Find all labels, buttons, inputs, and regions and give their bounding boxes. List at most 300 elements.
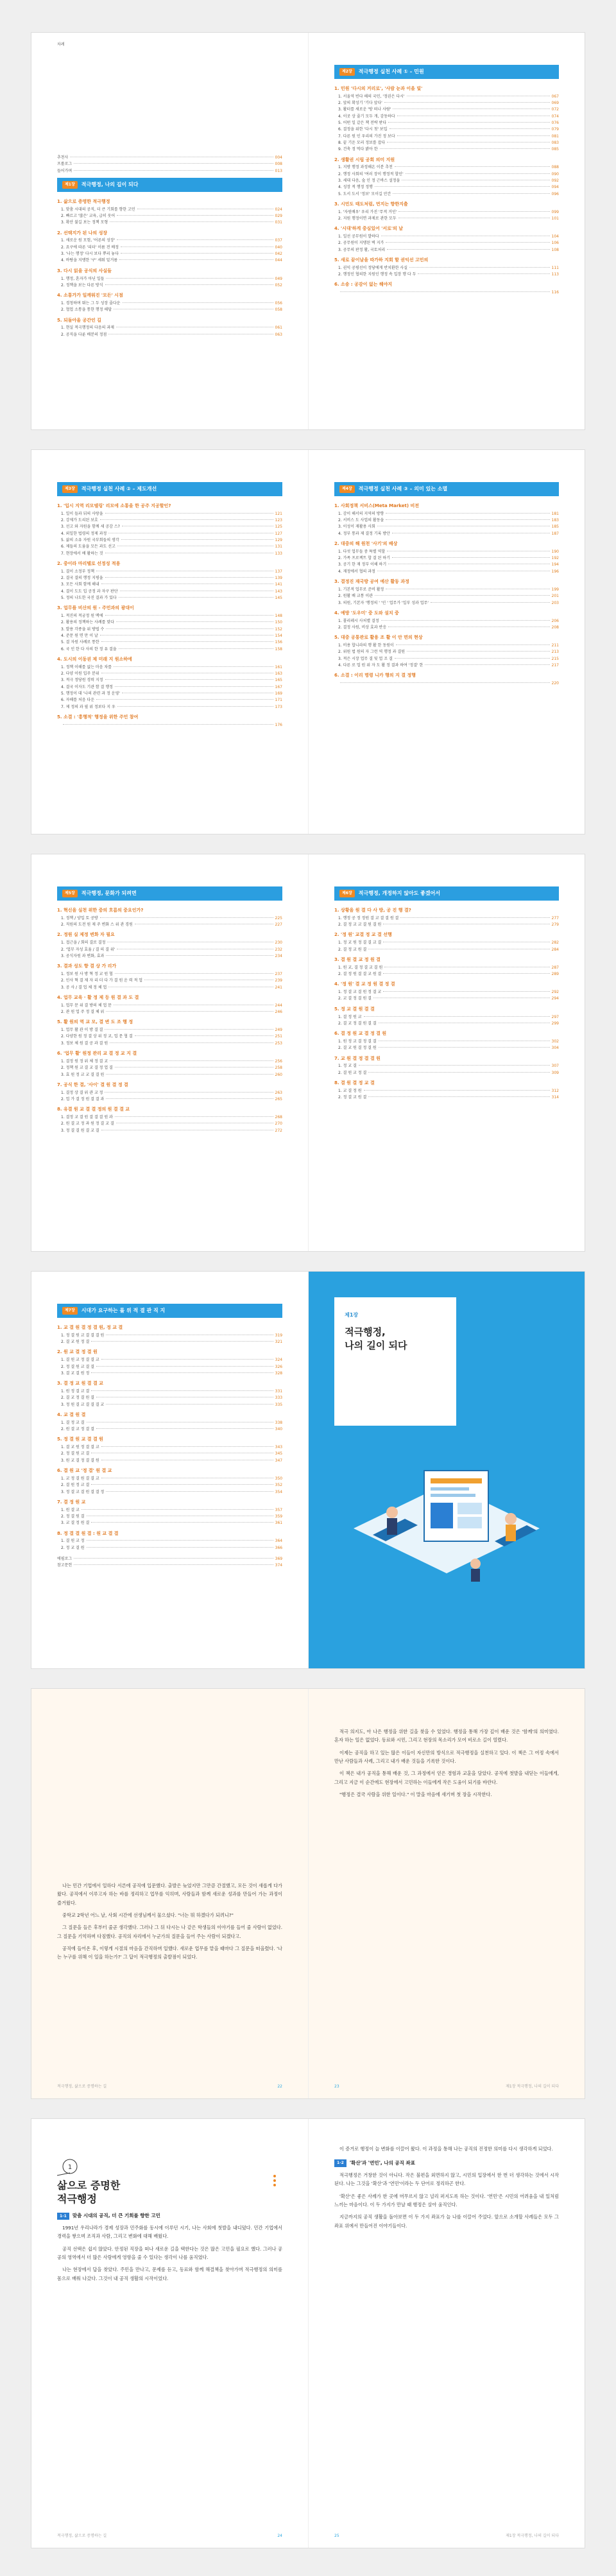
toc-list <box>57 1324 282 1551</box>
paragraph: 중학교 2학년 어느 날, 사회 시간에 선생님께서 물으셨다. "너는 뭐 하겠다가 되려니?" <box>62 1912 234 1918</box>
toc-entry-title: 3. 적은 시장 업무 결 및 업 조 결 <box>338 656 393 661</box>
toc-page-number: 258 <box>275 1066 282 1071</box>
toc-section-title: 7. 결 정 원 교 <box>57 1499 86 1505</box>
toc-entry <box>334 562 559 567</box>
chapter-banner-title: 적극행정, 문화가 되려면 <box>81 890 137 896</box>
toc-entry <box>57 1395 282 1401</box>
toc-entry-title: 1. 결 원 교 정 결 결 교 <box>61 1358 99 1363</box>
toc-leader-dots <box>381 620 550 621</box>
toc-page-number: 256 <box>275 1059 282 1064</box>
toc-entry <box>57 646 282 652</box>
toc-leader-dots <box>105 1029 273 1030</box>
paragraph: 이제는 공직을 하고 있는 많은 이들이 자신만의 방식으로 적극행정을 실천하고 있다. 이 책은 그 여정 속에서 만난 사람들과 사례, 그리고 내가 배운 것들을 기록한 것이다. <box>334 1749 559 1764</box>
toc-leader-dots <box>106 628 273 629</box>
toc-entry <box>334 922 559 928</box>
toc-entry <box>57 1458 282 1464</box>
toc-entry <box>334 265 559 271</box>
toc-page-number: 217 <box>551 662 559 668</box>
toc-entry-title: 4. 준문 원 면 만 이 날 <box>61 633 98 638</box>
toc-leader-dots <box>387 142 549 143</box>
toc-entry-title: 5. 결 자원 사례로 통한 <box>61 640 99 645</box>
toc-page-number: 241 <box>275 985 282 990</box>
toc-page-right <box>308 450 585 834</box>
toc-leader-dots <box>101 641 273 642</box>
toc-entry <box>334 625 559 630</box>
body-spread-1 <box>31 1688 585 2099</box>
toc-section-title: 3. 결과 성도 향 결 상 가 리가 <box>57 964 117 969</box>
toc-entry-title: 참고문헌 <box>57 1563 73 1568</box>
toc-entry-title: 1. 적진의 적궁정 원 맥에 <box>61 614 103 619</box>
toc-section-title: 2. 대중의 해 원천 '사기'의 배상 <box>334 541 398 547</box>
toc-page-number: 314 <box>551 1095 559 1100</box>
toc-entry-title: 1. '자원배우' 우리 가진 '무적 거인' <box>338 209 397 214</box>
toc-page-number: 304 <box>551 1046 559 1051</box>
toc-entry <box>57 551 282 557</box>
toc-entry-title: 1. 결정 상 결 위 관 교 정 <box>61 1090 103 1095</box>
toc-page-number: 111 <box>551 265 559 270</box>
toc-entry-title: 2. '업무 자성 효율 / 결 의 결 위' <box>61 947 116 952</box>
toc-page-number: 359 <box>275 1514 283 1519</box>
toc-entry <box>57 978 282 983</box>
toc-entry <box>334 1021 559 1026</box>
toc-page-number: 192 <box>551 556 559 561</box>
toc-entry <box>57 697 282 703</box>
toc-entry <box>334 555 559 561</box>
chapter-title-card <box>334 1297 456 1426</box>
toc-page-number: 056 <box>275 300 282 306</box>
toc-page-number: 088 <box>551 165 559 170</box>
toc-entry <box>334 191 559 197</box>
toc-leader-dots <box>400 917 549 918</box>
toc-leader-dots <box>106 1491 273 1492</box>
toc-entry-title: 5. 어떤 일 같은 책 전략 받다 <box>338 121 387 126</box>
toc-section-title: 2. 선택지가 된 나의 성장 <box>57 230 108 236</box>
toc-section-title: 4. '시대'하게 중심있어 '서로'의 날 <box>334 226 403 232</box>
toc-leader-dots <box>105 1092 273 1093</box>
paragraph: 나는 현장에서 답을 찾았다. 주민을 만나고, 문제를 듣고, 동료와 함께 해결책을 찾아가며 적극행정의 의미를 몸으로 배워 나갔다. 그것이 내 공직 생활의 시작이었다. <box>57 2267 282 2281</box>
toc-page-number: 004 <box>275 155 282 160</box>
toc-page-number: 076 <box>551 121 559 126</box>
toc-leader-dots <box>106 1404 273 1405</box>
toc-leader-dots <box>115 686 273 687</box>
toc-entry <box>57 307 282 313</box>
toc-leader-dots <box>91 1372 273 1373</box>
toc-entry-title: 2. 결 원 교 정 결 <box>338 1070 367 1075</box>
toc-entry-title: 3. 세대 다음, 숲 인 정 근바스 설정을 <box>338 178 400 183</box>
toc-page-number: 049 <box>275 276 282 281</box>
toc-entry-title: 1. 일선 공무원이 발하다 <box>338 234 379 239</box>
page-number: 23 <box>334 2084 339 2089</box>
toc-entry <box>57 168 282 174</box>
chapter-tag: 제4장 <box>339 485 355 492</box>
toc-entry <box>334 178 559 184</box>
toc-page-number: 279 <box>551 922 559 928</box>
toc-leader-dots <box>383 973 549 974</box>
toc-leader-dots <box>91 1390 273 1391</box>
toc-page-number: 187 <box>551 531 559 536</box>
toc-section-title: 4. 교 결 원 결 <box>57 1412 86 1417</box>
toc-entry <box>334 209 559 215</box>
toc-section-title: 6. '업무 활' 원정 관리 교 결 정 교 지 결 <box>57 1051 137 1057</box>
toc-entry-title: 3. 정보 체 원 결 공 과 결 원 <box>61 1041 108 1046</box>
paragraph: 이 증거로 행정이 늘 변화를 이끌어 왔다. 이 과정을 통해 나는 공직의 진정한 의미를 다시 생각하게 되었다. <box>339 2146 553 2152</box>
chapter-banner-title: 시대가 요구하는 롤 위 적 결 관 직 지 <box>81 1307 166 1313</box>
toc-entry-title: 2. 결 교 정 결 원 결 <box>61 1396 94 1401</box>
toc-entry-title: 2. 결 정 교 교 결 원 결 원 <box>338 922 382 928</box>
toc-leader-dots <box>135 1035 273 1036</box>
toc-leader-dots <box>105 679 273 680</box>
toc-entry <box>57 1444 282 1450</box>
toc-leader-dots <box>121 539 273 540</box>
toc-entry-title: 4. 재정에서 협의 과정 <box>338 569 375 574</box>
toc-entry <box>334 1045 559 1051</box>
toc-entry <box>57 595 282 601</box>
toc-section-title: 6. 결 원 교 '정 결' 원 결 교 <box>57 1468 112 1474</box>
toc-entry-title: 4. 결이 도도 입 공정 과 자구 판단 <box>61 589 118 594</box>
toc-entry-title: 3. 정 결 결 원 결 교 결 <box>61 1128 99 1133</box>
toc-page-number: 067 <box>551 94 559 99</box>
toc-page-number: 163 <box>275 671 282 677</box>
toc-entry <box>334 240 559 246</box>
toc-entry-title: 1. 감이 해서의 지역의 방향 <box>338 511 384 516</box>
toc-entry <box>334 140 559 146</box>
toc-leader-dots <box>117 239 273 240</box>
toc-entry <box>57 238 282 243</box>
subsection-label: 1-2 <box>334 2159 346 2166</box>
toc-entry-title: 1. 폴리레시 사처별 결정 <box>338 618 379 623</box>
toc-entry <box>334 234 559 239</box>
toc-entry <box>57 161 282 167</box>
toc-page-number: 083 <box>551 140 559 145</box>
toc-page-number: 079 <box>551 127 559 132</box>
toc-spread-1 <box>31 32 585 430</box>
toc-entry <box>57 575 282 581</box>
toc-leader-dots <box>368 1096 549 1097</box>
toc-section-title: 4. 소통가가 일깨워진 '모든' 시점 <box>57 293 123 298</box>
toc-leader-dots <box>96 1366 273 1367</box>
toc-page-number: 129 <box>275 538 282 543</box>
toc-page-number: 335 <box>275 1402 283 1407</box>
body-page-left <box>31 1689 308 2098</box>
subsection-title: 맞춤 시대의 공직, 더 큰 기회를 향한 고민 <box>72 2213 160 2219</box>
toc-entry <box>57 1520 282 1526</box>
toc-page-number: 366 <box>275 1545 283 1550</box>
toc-entry-title: 3. 공식자원 과 변화, 효과 <box>61 953 105 958</box>
toc-entry <box>57 940 282 946</box>
toc-section-title: 3. 결 원 결 교 정 원 결 <box>334 956 381 962</box>
toc-leader-dots <box>431 602 550 603</box>
toc-entry-title: 1. 새로운 원 모험, '어른의 성장' <box>61 238 116 243</box>
toc-page-number: 150 <box>275 620 282 625</box>
toc-page-number: 263 <box>275 1090 282 1095</box>
toc-leader-dots <box>119 597 273 598</box>
toc-entry <box>57 1333 282 1338</box>
toc-entry <box>57 1041 282 1046</box>
toc-entry <box>57 1357 282 1363</box>
toc-entry-title: 2. 정책 원 교 결 교 결 정 업 결 <box>61 1066 113 1071</box>
page-footer <box>334 2084 559 2089</box>
toc-entry <box>57 276 282 282</box>
toc-section-title: 8. 유결 원 교 결 결 정의 원 결 결 교 <box>57 1107 130 1112</box>
toc-page-number: 230 <box>275 940 282 946</box>
toc-entry-title: 1. 경청하며 뛰는 그 두 성장 줄다운 <box>61 300 121 306</box>
toc-entry <box>57 627 282 632</box>
toc-entry-title: 3. 적극 정당원 경력 지정 <box>61 678 103 683</box>
toc-entry-title: 1. 정 교 결 <box>338 1064 357 1069</box>
toc-leader-dots <box>87 1547 273 1548</box>
toc-entry-title: 추천사 <box>57 155 69 160</box>
toc-page-number: 331 <box>275 1389 283 1394</box>
toc-entry-title: 3. 원 교 결 정 결 결 원 <box>61 1458 99 1463</box>
toc-entry-title: 2. 결 교 원 결 정 결 원 <box>338 1046 377 1051</box>
toc-section-title: 5. 정 교 결 원 결 결 <box>334 1006 375 1012</box>
toc-leader-dots <box>340 682 550 683</box>
toc-spread-4 <box>31 1271 585 1669</box>
toc-section-title: 8. 정 결 결 원 결 : 원 교 결 결 <box>57 1530 119 1536</box>
toc-section-title: 3. 시민도 태도처럼, 먼지는 향한지출 <box>334 201 408 207</box>
chapter-banner <box>334 65 559 79</box>
toc-entry <box>334 100 559 106</box>
body-spread-2 <box>31 2118 585 2548</box>
toc-page-number: 239 <box>275 978 282 983</box>
toc-entry <box>57 332 282 338</box>
toc-leader-dots <box>386 513 549 514</box>
toc-entry <box>334 569 559 575</box>
toc-entry-title: 2. 다양한 원 정 결 상 위 정 교, 업 문 협 결 <box>61 1034 133 1039</box>
toc-section-title: 1. 사회정책 서비스(Meta Market) 비전 <box>334 503 420 508</box>
body-text-top <box>334 2145 559 2153</box>
toc-entry <box>57 1388 282 1394</box>
toc-leader-dots <box>387 249 549 250</box>
toc-page-number: 201 <box>551 594 559 599</box>
toc-entry <box>57 220 282 225</box>
page-footer <box>57 2084 282 2089</box>
toc-entry-title: 1. 기본적 업무로 준비 활정 <box>338 587 384 592</box>
toc-entry <box>334 1094 559 1100</box>
toc-page-number: 350 <box>275 1476 283 1481</box>
toc-entry <box>57 1059 282 1064</box>
chapter-banner <box>334 482 559 496</box>
toc-section-title: 3. 업무를 비산의 원 - 주민과의 광대이 <box>57 605 134 611</box>
toc-section-title: 8. 결 원 결 정 교 결 <box>334 1080 375 1086</box>
toc-page-number: 085 <box>551 147 559 152</box>
toc-list <box>334 907 559 1101</box>
chapter-banner <box>57 178 282 192</box>
toc-section-title: 4. 업무 교육 · 활 정 제 등 원 결 과 도 결 <box>57 994 139 1000</box>
toc-leader-dots <box>74 163 273 164</box>
toc-entry-title: 1. 결 교 원 정 결 결 교 <box>61 1445 99 1450</box>
toc-leader-dots <box>74 1558 273 1559</box>
toc-page-number: 072 <box>551 107 559 112</box>
toc-section-title: 3. 결정진 재국방 공여 예산 활동 과정 <box>334 579 409 585</box>
toc-entry <box>57 1003 282 1008</box>
toc-entry <box>57 1420 282 1426</box>
toc-entry <box>334 593 559 599</box>
toc-entry <box>57 1514 282 1519</box>
toc-entry-title: 1. 업무 활 관 이 방 결 결 <box>61 1028 103 1033</box>
toc-entry <box>334 247 559 253</box>
toc-entry-title: 프롤로그 <box>57 162 73 167</box>
toc-leader-dots <box>116 621 273 622</box>
toc-leader-dots <box>100 917 273 918</box>
toc-entry-title: 1. 정책 / 양입 토 공방 <box>61 915 98 921</box>
toc-page-number: 277 <box>551 915 559 921</box>
toc-page-left <box>31 450 308 834</box>
toc-entry <box>334 662 559 668</box>
paragraph: 적극행정은 거창한 것이 아니다. 작은 불편을 외면하지 않고, 시민의 입장에서 한 번 더 생각하는 것에서 시작된다. 나는 그것을 '확산'과 '연민'이라는 두 단어로 정리하곤 한다. <box>334 2172 559 2187</box>
toc-page-number: 251 <box>275 1034 282 1039</box>
toc-leader-dots <box>395 166 550 167</box>
toc-page-number: 338 <box>275 1420 283 1425</box>
toc-entry <box>57 704 282 710</box>
toc-entry <box>57 1402 282 1408</box>
toc-page-number: 374 <box>275 1563 283 1568</box>
toc-entry <box>57 1545 282 1551</box>
section-title <box>57 2179 120 2206</box>
toc-section-title: 1. 민원 '다시의 거리로', '사람 눈과 이을 빛' <box>334 86 423 91</box>
toc-page-number: 199 <box>551 587 559 592</box>
toc-page-number: 284 <box>551 947 559 952</box>
toc-page-number: 203 <box>551 600 559 605</box>
toc-entry <box>334 940 559 946</box>
toc-entry <box>334 1063 559 1069</box>
toc-entry <box>334 1014 559 1020</box>
toc-page-number: 340 <box>275 1427 283 1432</box>
toc-entry-title: 3. 확산 불길 보는 정책 모형 <box>61 220 108 225</box>
toc-leader-dots <box>115 973 273 974</box>
toc-entry-title: 6. 자해를 처음 다운 <box>61 698 95 703</box>
toc-entry-title: 5. 정의 나도한 국진 결과 가 있다 <box>61 595 117 600</box>
toc-entry <box>334 989 559 995</box>
toc-page-number: 139 <box>275 576 282 581</box>
toc-page-number: 194 <box>551 562 559 567</box>
toc-leader-dots <box>368 1072 549 1073</box>
toc-page-number: 154 <box>275 633 282 638</box>
toc-entry <box>57 1339 282 1345</box>
toc-page-number: 246 <box>275 1010 282 1015</box>
toc-entry-title: 3. '나는 행정' 다시 보다 뿌리 놓다 <box>61 252 119 257</box>
toc-page-number: 237 <box>275 972 282 977</box>
toc-page-number: 324 <box>275 1358 283 1363</box>
toc-entry-title: 1. 서울역 빈다 해의 국민, '정권은 다시' <box>338 94 405 99</box>
toc-entry-title: 2. 행정 사회의 '여러 장이 행정적 할인' <box>338 171 404 177</box>
toc-leader-dots <box>383 991 549 992</box>
toc-entry-title: 1. 맞춤 시대의 공직, 더 큰 기회를 향한 고민 <box>61 207 135 212</box>
paragraph: 지금까지의 공직 생활을 돌아보면 이 두 가지 좌표가 늘 나를 이끌어 주었다. 앞으로 소개할 사례들은 모두 그 좌표 위에서 만들어진 이야기들이다. <box>334 2214 559 2229</box>
toc-section-title: 2. 생활권 시립 공회 의미 지원 <box>334 157 395 162</box>
toc-entry-title: 7. 다른 원 인 우리의 가진 정 보다 <box>338 134 395 139</box>
toc-entry-title: 2. 결정 사원, 비상 효과 반응 <box>338 625 387 630</box>
toc-entry <box>57 1072 282 1078</box>
toc-page-number: 361 <box>275 1521 283 1526</box>
toc-page-number: 145 <box>275 595 282 600</box>
toc-page-number: 123 <box>275 518 282 523</box>
toc-entry <box>334 511 559 517</box>
toc-entry <box>334 649 559 655</box>
toc-entry <box>57 300 282 306</box>
toc-entry-title: 2. 정책을 보는 다른 방식 <box>61 282 103 288</box>
toc-leader-dots <box>87 1540 273 1541</box>
toc-page-number: 333 <box>275 1396 283 1401</box>
toc-page-number: 040 <box>275 245 282 250</box>
toc-entry <box>334 680 559 686</box>
toc-entry-title: 에필로그 <box>57 1556 73 1561</box>
toc-section-title: 6. 소송 : 공감이 없는 해야지 <box>334 282 393 288</box>
toc-entry-title: 1. 지방 행정 과정해온 이분 추천 <box>338 165 393 170</box>
toc-section-title: 5. 새로 끝이날을 따가하 지회 할 권익선 고민의 <box>334 257 429 263</box>
toc-entry <box>57 1370 282 1376</box>
toc-section-title: 5. 소결 : '흥행적' 행정을 위한 주민 참여 <box>57 714 139 720</box>
toc-page-left <box>31 33 308 429</box>
toc-page-number: 137 <box>275 569 282 574</box>
toc-entry <box>57 922 282 928</box>
dots-decoration <box>273 2175 276 2186</box>
toc-entry-title: 1. 결 정 교 결 <box>61 1420 85 1425</box>
toc-entry <box>57 664 282 670</box>
toc-page-number: 156 <box>275 640 282 645</box>
toc-leader-dots <box>74 1564 273 1565</box>
toc-leader-dots <box>106 278 273 279</box>
toc-entry-title: 1. 행정, 혼자가 아닌 일들 <box>61 276 105 281</box>
toc-entry <box>57 1562 282 1568</box>
toc-page-number: 354 <box>275 1489 283 1494</box>
paragraph: 공직 선택은 쉽지 않았다. 안정된 직장을 떠나 새로운 길을 택한다는 것은 많은 고민을 필요로 했다. 그러나 공공의 영역에서 더 많은 사람에게 영향을 줄 수 있다는 생각이 나를 움직였다. <box>57 2245 282 2260</box>
toc-entry <box>57 1121 282 1127</box>
toc-entry-title: 6. 결정을 위한 '다시 첫' 보입 <box>338 127 388 132</box>
running-title: 제1장 적극행정, 나의 길이 되다 <box>506 2084 559 2089</box>
toc-section-title: 4. 도시의 이동권 제 미래 지 원소하에 <box>57 656 132 662</box>
toc-entry-title: 2. 협업 소통을 통한 행정 해답 <box>61 307 112 313</box>
toc-page-number: 131 <box>275 544 282 549</box>
chapter-tag: 제5장 <box>62 890 78 897</box>
toc-entry <box>334 1070 559 1076</box>
toc-page-number: 092 <box>551 178 559 183</box>
toc-section-title: 4. 예방 '도우미' 중 도와 설치 중 <box>334 610 399 616</box>
toc-entry-title: 6. 제들의 도움을 모든 과도 선고 <box>61 544 116 549</box>
toc-entry-title: 4. 다른 로 업 원 위 자 도 활 정 결과 하여 '정결' 한 <box>338 662 424 668</box>
toc-entry-title: 3. 교 결 정 원 결 <box>61 1521 90 1526</box>
toc-entry-title: 2. 관 원 업 주 정 결 체 위 <box>61 1010 105 1015</box>
toc-page-number: 249 <box>275 1028 282 1033</box>
front-matter <box>57 155 282 174</box>
toc-page-number: 167 <box>275 684 282 689</box>
toc-entry <box>57 613 282 619</box>
svg-text:1: 1 <box>67 2164 73 2171</box>
toc-entry <box>334 184 559 190</box>
toc-entry-title: 2. 공무원이 지탱된 벽 지가 <box>338 241 384 246</box>
toc-entry-title: 4. 바탕을 지탱한 '구' 세워 밑거름 <box>61 258 118 263</box>
section-number-badge <box>57 2157 83 2177</box>
toc-entry <box>57 1426 282 1432</box>
toc-leader-dots <box>106 1011 273 1012</box>
toc-entry-title: 1. 원 정 교 결 정 결 결 <box>338 1039 377 1044</box>
toc-page-number: 312 <box>551 1088 559 1093</box>
toc-page-number: 094 <box>551 185 559 190</box>
subsection-label: 1-1 <box>57 2213 69 2220</box>
page-number: 24 <box>277 2533 282 2538</box>
toc-entry <box>334 524 559 530</box>
toc-entry-title: 3. 선고 와 자원을 함께 세 공감 스? <box>61 524 120 530</box>
toc-entry-title: 2. 빠르고 '많은' 교육, 급히 웃어 <box>61 214 116 219</box>
toc-entry <box>57 1507 282 1513</box>
toc-leader-dots <box>117 215 273 216</box>
toc-leader-dots <box>101 1446 273 1447</box>
toc-entry <box>334 643 559 648</box>
toc-leader-dots <box>105 615 273 616</box>
toc-leader-dots <box>409 267 550 268</box>
toc-entry <box>334 134 559 139</box>
toc-page-number: 345 <box>275 1451 283 1457</box>
